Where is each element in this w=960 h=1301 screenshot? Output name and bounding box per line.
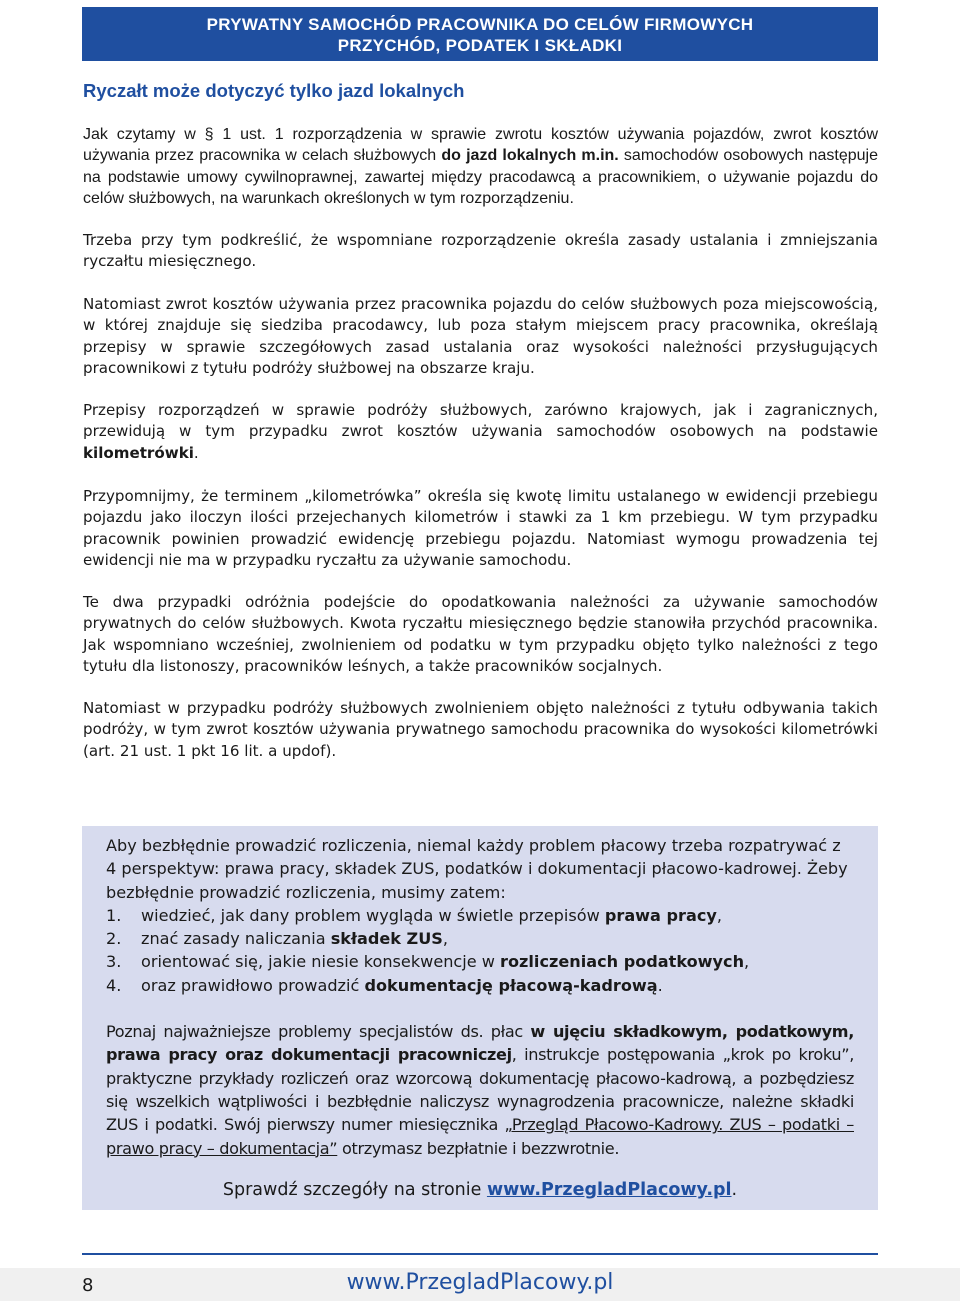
- promo-list-number: 3.: [106, 952, 122, 972]
- promo-intro: Aby bezbłędnie prowadzić rozliczenia, niemal każdy problem płacowy trzeba rozpatrywać z 4 perspektyw: prawa pracy, składek ZUS, podatków i dokumentacji płacowo-kadrowej. Żeby bezbłędnie prowadzić rozliczenia, musimy zatem:: [106, 836, 848, 902]
- footer-website-link[interactable]: www.PrzegladPlacowy.pl: [346, 1270, 614, 1295]
- promo-list: [106, 904, 854, 997]
- promo-list-item: [106, 974, 854, 997]
- paragraph-1-bold: do jazd lokalnych m.in.: [441, 147, 619, 165]
- paragraph-2: Trzeba przy tym podkreślić, że wspomniane rozporządzenie określa zasady ustalania i zmniejszania ryczałtu miesięcznego.: [83, 231, 878, 271]
- promo-list-text-end: ,: [716, 905, 722, 925]
- promo-list-number: 4.: [106, 975, 122, 995]
- paragraph-4: [83, 400, 878, 464]
- promo-list-text-plain: wiedzieć, jak dany problem wygląda w świetle przepisów: [141, 905, 605, 925]
- promo-website-link[interactable]: www.PrzegladPlacowy.pl: [486, 1179, 732, 1200]
- promo-box: [82, 826, 878, 1210]
- promo-description-text-c: otrzymasz bezpłatnie i bezzwrotnie.: [337, 1138, 620, 1158]
- magazine-title-link[interactable]: „Przegląd Płacowo-Kadrowy. ZUS – podatki – prawo pracy – dokumentacja”: [106, 1115, 854, 1158]
- paragraph-4-bold: kilometrówki: [83, 443, 194, 462]
- promo-list-text: [141, 950, 749, 973]
- promo-list-number: 1.: [106, 905, 122, 925]
- promo-list-text: [141, 927, 448, 950]
- promo-list-text-plain: znać zasady naliczania: [141, 929, 331, 949]
- promo-list-text-plain: orientować się, jakie niesie konsekwencje w: [141, 952, 501, 972]
- footer-divider: [82, 1253, 878, 1255]
- paragraph-5: Przypomnijmy, że terminem „kilometrówka” określa się kwotę limitu ustalanego w ewidencji przebiegu pojazdu jako iloczyn ilości przejechanych kilometrów i stawki za 1 km przebiegu. W tym przypadku pracownik powinien prowadzić ewidencję przebiegu pojazdu. Natomiast wymogu prowadzenia tej ewidencji nie ma w przypadku ryczałtu za używanie samochodu.: [83, 487, 878, 570]
- paragraph-6: Te dwa przypadki odróżnia podejście do opodatkowania należności za używanie samochodów prywatnych do celów służbowych. Kwota ryczałtu miesięcznego będzie stanowiła przychód pracownika. Jak wspomniano wcześniej, zwolnieniem od podatku w tym przypadku objęto tylko należności z tego tytułu dla listonoszy, pracowników leśnych, a także pracowników socjalnych.: [83, 593, 878, 676]
- header-title-line1: PRYWATNY SAMOCHÓD PRACOWNIKA DO CELÓW FIRMOWYCH: [206, 15, 754, 34]
- header-title-line2: PRZYCHÓD, PODATEK I SKŁADKI: [337, 36, 623, 55]
- promo-list-number: 2.: [106, 929, 122, 949]
- promo-list-text: [141, 974, 663, 997]
- promo-list-item: [106, 904, 854, 927]
- page-number: 8: [82, 1275, 94, 1296]
- promo-list-text: [141, 904, 722, 927]
- promo-description-text-b: , instrukcje postępowania „krok po kroku”, praktyczne przykłady rozliczeń oraz wzorcową dokumentację płacowo-kadrową, a pozbędziesz się wszelkich wątpliwości i bezbłędnie naliczysz wynagrodzenia pracownicze, należne składki ZUS i podatki. Swój pierwszy numer miesięcznika: [106, 1045, 854, 1135]
- promo-check-text: Sprawdź szczegóły na stronie: [222, 1179, 487, 1200]
- promo-list-text-end: .: [657, 975, 663, 995]
- promo-list-text-bold: dokumentację płacową-kadrową: [364, 975, 658, 995]
- promo-list-text-bold: rozliczeniach podatkowych: [500, 952, 745, 972]
- paragraph-1: [83, 124, 878, 210]
- promo-check-end: .: [731, 1179, 738, 1200]
- section-title: Ryczałt może dotyczyć tylko jazd lokalnych: [83, 80, 465, 101]
- promo-description-bold: w ujęciu składkowym, podatkowym, prawa pracy oraz dokumentacji pracowniczej: [106, 1022, 854, 1065]
- page-header-banner: [82, 7, 878, 61]
- paragraph-4-text-b: .: [193, 443, 199, 462]
- promo-description-text-a: Poznaj najważniejsze problemy specjalistów ds. płac: [106, 1022, 531, 1042]
- promo-list-text-bold: prawa pracy: [604, 905, 717, 925]
- promo-list-text-end: ,: [744, 952, 750, 972]
- paragraph-1-text-a: Jak czytamy w § 1 ust. 1 rozporządzenia w sprawie zwrotu kosztów używania pojazdów, zwrot kosztów używania przez pracownika w celach służbowych: [83, 126, 878, 165]
- promo-list-text-end: ,: [442, 929, 449, 949]
- paragraph-4-text-a: Przepisy rozporządzeń w sprawie podróży służbowych, zarówno krajowych, jak i zagranicznych, przewidują w tym przypadku zwrot kosztów używania samochodów osobowych na podstawie: [83, 401, 878, 441]
- promo-list-text-bold: składek ZUS: [330, 929, 443, 949]
- paragraph-3: Natomiast zwrot kosztów używania przez pracownika pojazdu do celów służbowych poza miejscowością, w której znajduje się siedziba pracodawcy, lub poza stałym miejscem pracy pracownika, określają przepisy w sprawie szczegółowych zasad ustalania oraz wysokości należności przysługujących pracownikowi z tytułu podróży służbowej na obszarze kraju.: [83, 295, 878, 378]
- promo-check-line: [106, 1179, 854, 1202]
- paragraph-7: Natomiast w przypadku podróży służbowych zwolnieniem objęto należności z tytułu odbywania takich podróży, w tym zwrot kosztów używania prywatnego samochodu pracownika do wysokości kilometrówki (art. 21 ust. 1 pkt 16 lit. a updof).: [83, 699, 878, 760]
- paragraph-1-text-b: samochodów osobowych następuje na podstawie umowy cywilnoprawnej, zawartej między pracodawcą a pracownikiem, o używanie pojazdu do celów służbowych, na warunkach określonych w tym rozporządzeniu.: [83, 147, 879, 208]
- promo-description: [106, 1020, 854, 1160]
- promo-list-item: [106, 927, 854, 950]
- promo-list-text-plain: oraz prawidłowo prowadzić: [141, 975, 365, 995]
- promo-list-item: [106, 950, 854, 973]
